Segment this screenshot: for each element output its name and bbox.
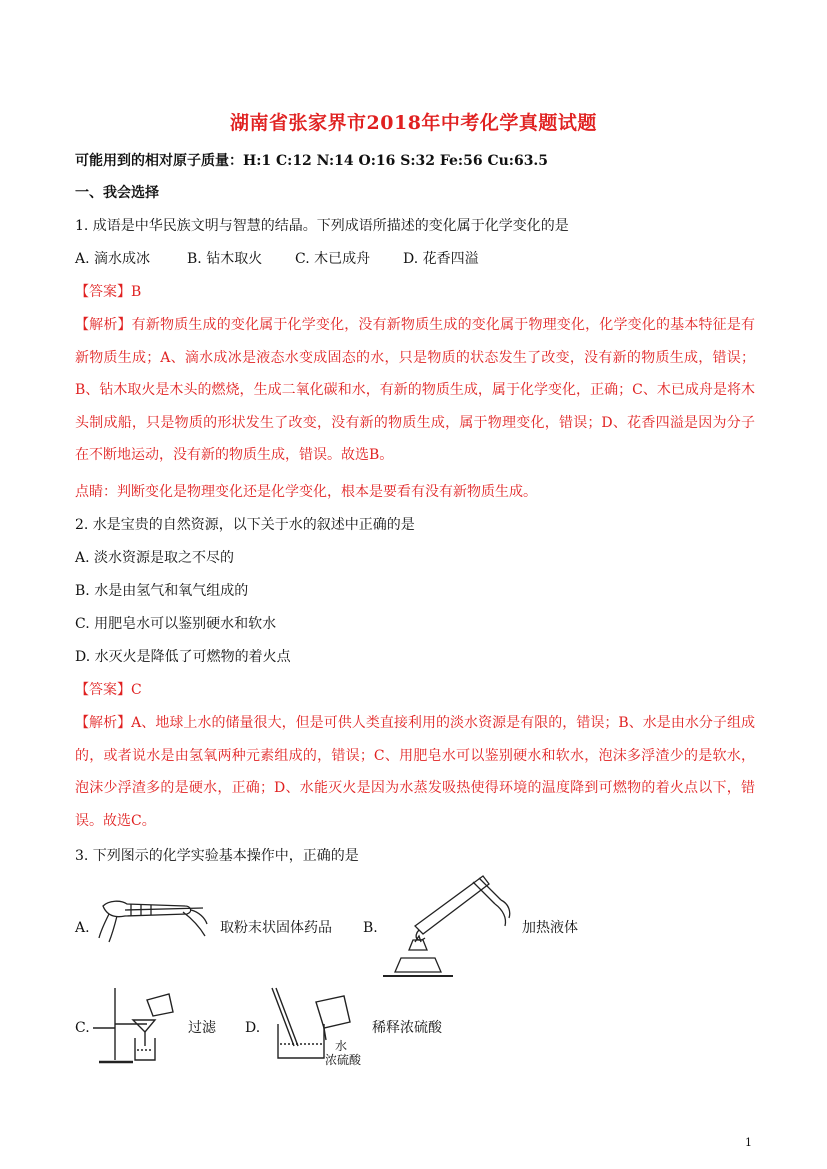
question-2-option-b: B. 水是由氢气和氧气组成的: [75, 583, 249, 599]
q3-option-b-letter: B.: [363, 920, 378, 936]
q3-option-d-letter: D.: [245, 1020, 261, 1036]
q3-option-d-text: 稀释浓硫酸: [372, 1020, 442, 1036]
q3-option-a-text: 取粉末状固体药品: [220, 920, 332, 936]
q3-option-a-letter: A.: [75, 920, 90, 936]
page-title: 湖南省张家界市2018年中考化学真题试题: [230, 112, 597, 134]
question-3-stem: 3. 下列图示的化学实验基本操作中，正确的是: [75, 848, 359, 864]
q3-option-b-text: 加热液体: [522, 920, 578, 936]
section-heading: 一、我会选择: [75, 185, 159, 201]
figure-label-water: 水: [335, 1039, 348, 1053]
atomic-mass-line: 可能用到的相对原子质量：H:1 C:12 N:14 O:16 S:32 Fe:56 Cu:63.5: [75, 153, 549, 169]
q3-option-c-letter: C.: [75, 1020, 90, 1036]
question-2-stem: 2. 水是宝贵的自然资源，以下关于水的叙述中正确的是: [75, 517, 415, 533]
option-d: D. 花香四溢: [403, 251, 479, 267]
question-2-option-a: A. 淡水资源是取之不尽的: [75, 550, 235, 566]
question-1-stem: 1. 成语是中华民族文明与智慧的结晶。下列成语所描述的变化属于化学变化的是: [75, 218, 569, 234]
question-2-option-c: C. 用肥皂水可以鉴别硬水和软水: [75, 616, 277, 632]
question-1-options: [75, 249, 479, 269]
answer-1: 【答案】B: [75, 284, 142, 300]
tip-1: 点睛：判断变化是物理变化还是化学变化，根本是要看有没有新物质生成。: [75, 484, 537, 500]
answer-2: 【答案】C: [75, 682, 142, 698]
filtration-illustration: [93, 984, 183, 1066]
heating-liquid-illustration: [383, 866, 513, 982]
option-b: B. 钻木取火: [187, 251, 263, 267]
page-number: 1: [745, 1136, 752, 1149]
q3-option-c-text: 过滤: [188, 1020, 216, 1036]
option-c: C. 木已成舟: [295, 251, 371, 267]
figure-label-acid: 浓硫酸: [325, 1053, 362, 1067]
analysis-2: 【解析】A、地球上水的储量很大，但是可供人类直接利用的淡水资源是有限的，错误；B、水是由水分子组成的，或者说水是由氢氧两种元素组成的，错误；C、用肥皂水可以鉴别硬水和软水，泡沫多浮渣少的是软水，泡沫少浮渣多的是硬水，正确；D、水能灭火是因为水蒸发吸热使得环境的温度降到可燃物的着火点以下，错误。故选C。: [75, 715, 755, 829]
question-2-option-d: D. 水灭火是降低了可燃物的着火点: [75, 649, 291, 665]
option-a: A. 滴水成冰: [75, 251, 151, 267]
analysis-1: 【解析】有新物质生成的变化属于化学变化，没有新物质生成的变化属于物理变化，化学变化的基本特征是有新物质生成；A、滴水成冰是液态水变成固态的水，只是物质的状态发生了改变，没有新的物质生成，错误；B、钻木取火是木头的燃烧，生成二氧化碳和水，有新的物质生成，属于化学变化，正确；C、木已成舟是将木头制成船，只是物质的形状发生了改变，没有新的物质生成，属于物理变化，错误；D、花香四溢是因为分子在不断地运动，没有新的物质生成，错误。故选B。: [75, 317, 755, 463]
spatula-powder-illustration: [95, 892, 210, 944]
